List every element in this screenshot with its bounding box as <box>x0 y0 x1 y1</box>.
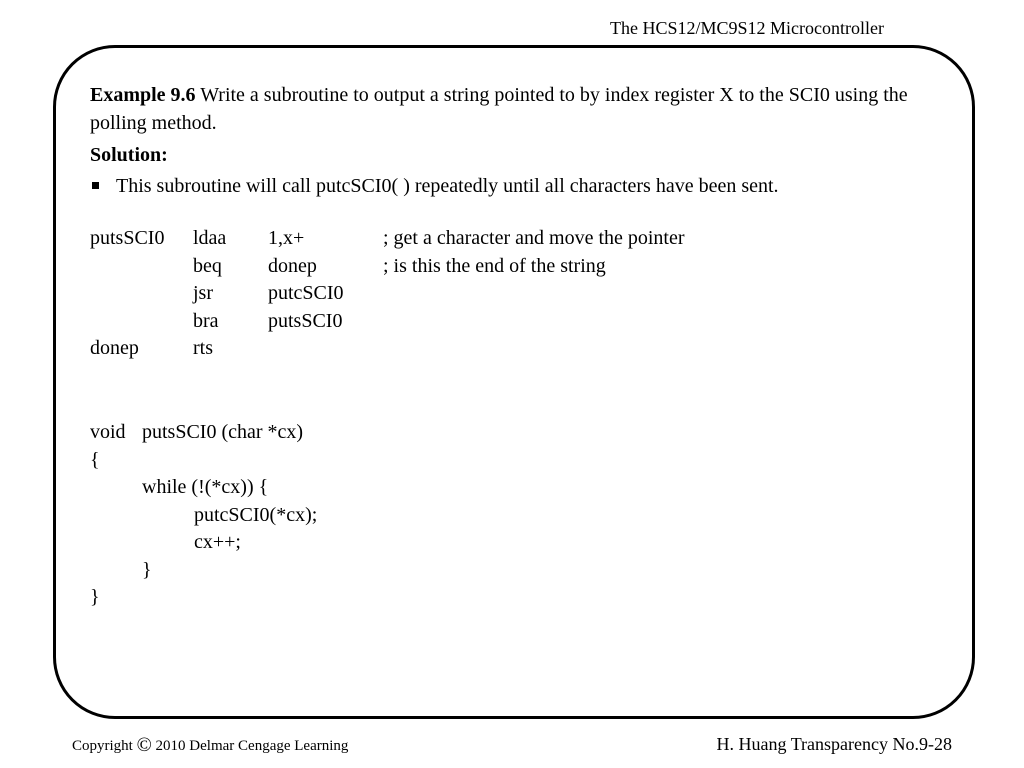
asm-label <box>90 280 193 308</box>
c-code-line: while (!(*cx)) { <box>142 476 269 498</box>
solution-label: Solution: <box>90 144 168 166</box>
copyright-text: 2010 Delmar Cengage Learning <box>151 738 349 754</box>
footer-slide-id: H. Huang Transparency No.9-28 <box>716 734 952 754</box>
example-text: Write a subroutine to output a string pointed to by index register X to the SCI0 using the polling method. <box>90 84 908 134</box>
c-function-signature: putsSCI0 (char *cx) <box>142 421 304 443</box>
asm-operand: donep <box>268 254 317 277</box>
assembly-line <box>90 253 685 281</box>
asm-opcode: bra <box>193 309 219 332</box>
asm-opcode: beq <box>193 254 222 277</box>
asm-comment: ; is this the end of the string <box>383 254 606 277</box>
example-heading <box>90 81 950 137</box>
c-code-line: } <box>90 586 100 608</box>
c-keyword: void <box>90 421 126 443</box>
square-bullet-icon <box>92 182 99 189</box>
assembly-code-block <box>90 225 685 363</box>
footer-copyright <box>72 734 348 757</box>
asm-opcode: rts <box>193 337 213 359</box>
bullet-text: This subroutine will call putcSCI0( ) repeatedly until all characters have been sent. <box>116 175 779 197</box>
assembly-line <box>90 280 685 308</box>
bullet-item <box>90 172 950 200</box>
c-code-line <box>90 419 317 447</box>
asm-label <box>90 308 193 336</box>
asm-operand: 1,x+ <box>268 227 305 249</box>
asm-label: donep <box>90 337 139 359</box>
assembly-line <box>90 225 685 253</box>
assembly-line <box>90 308 685 336</box>
asm-operand: putcSCI0 <box>268 282 344 304</box>
slide-content <box>90 81 950 200</box>
assembly-line <box>90 335 685 363</box>
asm-label: putsSCI0 <box>90 227 165 249</box>
asm-operand <box>268 335 383 363</box>
header-title: The HCS12/MC9S12 Microcontroller <box>610 18 884 38</box>
c-code-line: } <box>142 558 152 581</box>
c-code-line: { <box>90 448 100 471</box>
copyright-icon: © <box>136 734 152 756</box>
example-label: Example 9.6 <box>90 84 196 106</box>
c-code-line: putcSCI0(*cx); <box>194 503 318 526</box>
copyright-prefix: Copyright <box>72 738 137 754</box>
asm-comment: ; get a character and move the pointer <box>383 227 685 249</box>
c-code-line: cx++; <box>194 531 241 553</box>
asm-label <box>90 253 193 281</box>
asm-opcode: jsr <box>193 282 213 304</box>
asm-operand: putsSCI0 <box>268 309 343 332</box>
asm-opcode: ldaa <box>193 227 227 249</box>
c-code-block <box>90 419 317 612</box>
